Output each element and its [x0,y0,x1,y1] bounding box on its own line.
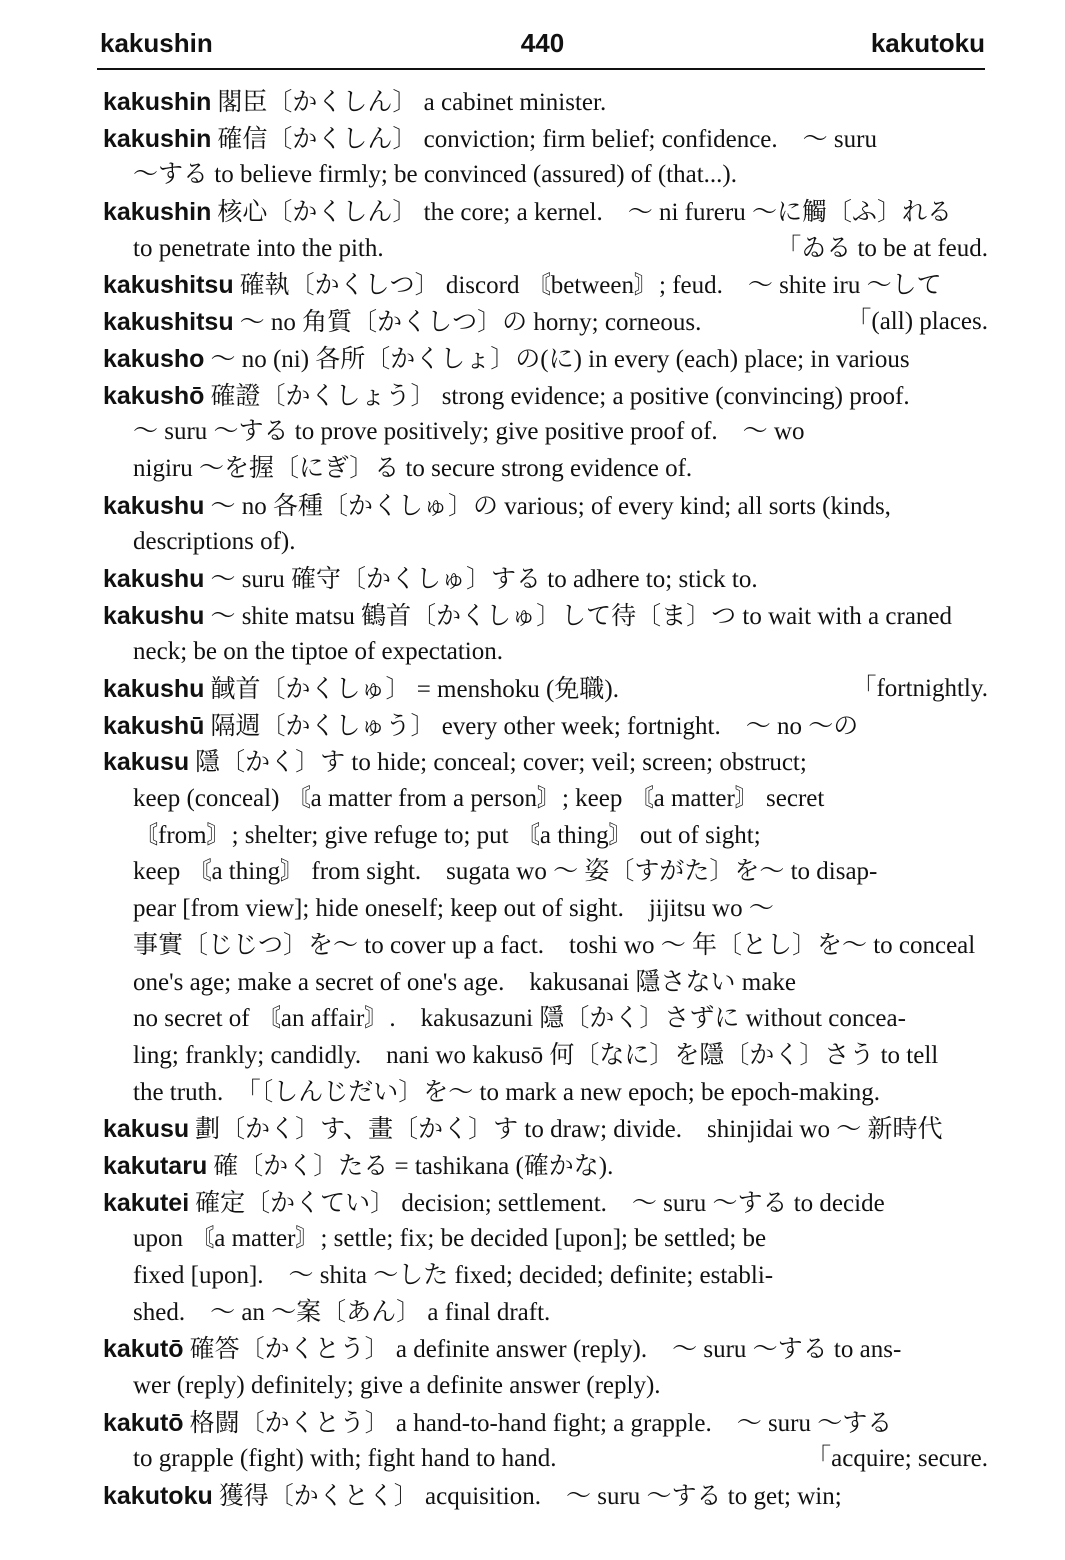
entry-continuation-line [103,891,988,928]
entry-text: ～ no 角質〔かくしつ〕の horny; corneous. [239,309,702,337]
entry-line [103,267,988,304]
page-header [100,24,985,64]
entry-line [103,561,988,598]
entry-line [103,1405,988,1442]
entry-continuation-line [103,414,988,451]
entry-line [103,194,988,231]
entry-text: 閣臣〔かくしん〕 a cabinet minister. [217,89,607,116]
entry-text: descriptions of). [133,528,296,556]
headword: kakushitsu [103,271,234,300]
entry-text: ～する to believe firmly; be convinced (assured) of (that...). [133,161,737,189]
headword: kakushu [103,675,205,703]
headword: kakutō [103,1335,184,1364]
left-guide-word: kakushin [100,28,213,58]
entry-line [103,671,988,708]
entry-line [103,378,988,415]
entry-text: 劃〔かく〕す、畫〔かく〕す to draw; divide. shinjidai wo ～ 新時代 [195,1116,943,1144]
entry-text: 事實〔じじつ〕を～ to cover up a fact. toshi wo ～ 年〔とし〕を～ to conceal [133,931,976,959]
entry-continuation-line [103,854,988,891]
entry-continuation-line [103,1075,988,1112]
entry-text: one's age; make a secret of one's age. kakusanai 隱さない make [133,968,796,996]
entry-continuation-line [103,231,988,268]
right-guide-word: kakutoku [870,28,985,58]
headword: kakushin [103,198,212,227]
header-rule [97,68,985,70]
runover-text: 「(all) places. [846,308,988,336]
entry-continuation-line [103,1038,988,1075]
page-number: 440 [520,28,565,58]
entry-continuation-line [103,1258,988,1295]
entry-line [103,708,988,745]
entry-text: ～ suru ～する to prove positively; give positive proof of. ～ wo [133,418,805,446]
entry-text: ling; frankly; candidly. nani wo kakusō 何〔なに〕を隱〔かく〕さう to tell [133,1041,939,1069]
entry-text: 隔週〔かくしゅう〕 every other week; fortnight. ～ no ～の [210,712,859,740]
headword: kakushū [103,711,205,740]
entry-continuation-line [103,928,988,965]
headword: kakushu [103,601,205,630]
entry-continuation-line [103,1441,988,1478]
entry-line [103,744,988,781]
headword: kakusu [103,748,190,777]
entry-text: nigiru ～を握〔にぎ〕る to secure strong evidence of. [133,454,693,482]
entry-continuation-line [103,1221,988,1258]
entry-text: 確答〔かくとう〕 a definite answer (reply). ～ suru ～する to ans- [189,1336,902,1364]
headword: kakutei [103,1188,190,1217]
runover-text: 「acquire; secure. [806,1445,988,1473]
entry-line [103,488,988,525]
entry-text: 隱〔かく〕す to hide; conceal; cover; veil; screen; obstruct; [195,749,807,777]
entry-continuation-line [103,1001,988,1038]
entry-text: pear [from view]; hide oneself; keep out of sight. jijitsu wo ～ [133,895,774,923]
entry-text: shed. ～ an ～案〔あん〕 a final draft. [133,1298,551,1326]
entry-continuation-line [103,965,988,1002]
entry-text: wer (reply) definitely; give a definite answer (reply). [133,1372,661,1400]
entry-text: upon 〘a matter〙; settle; fix; be decided [upon]; be settled; be [133,1225,767,1253]
entry-line [103,341,988,378]
headword: kakushō [103,381,205,410]
entry-text: fixed [upon]. ～ shita ～した fixed; decided; definite; establi- [133,1262,774,1289]
headword: kakushin [103,124,212,153]
entry-continuation-line [103,451,988,488]
entry-text: 確定〔かくてい〕 decision; settlement. ～ suru ～する to decide [195,1189,885,1217]
entry-text: to grapple (fight) with; fight hand to hand. [133,1445,557,1473]
headword: kakutō [103,1408,184,1437]
entry-line [103,84,988,121]
entry-text: 獲得〔かくとく〕 acquisition. ～ suru ～する to get; win; [218,1483,842,1511]
headword: kakushitsu [103,308,234,337]
entry-text: ～ shite matsu 鶴首〔かくしゅ〕して待〔ま〕つ to wait with a craned [210,602,953,630]
headword: kakushin [103,88,212,116]
headword: kakutaru [103,1151,208,1180]
entry-continuation-line [103,524,988,561]
headword: kakusho [103,344,205,373]
entry-text: 格闘〔かくとう〕 a hand-to-hand fight; a grapple. ～ suru ～する [189,1409,893,1437]
entry-continuation-line [103,634,988,671]
headword: kakusu [103,1115,190,1144]
entry-text: the truth. 「〔しんじだい〕を～ to mark a new epoch; be epoch-making. [133,1078,881,1106]
entry-text: neck; be on the tiptoe of expectation. [133,638,504,666]
headword: kakutoku [103,1482,213,1511]
entry-text: 確信〔かくしん〕 conviction; firm belief; confidence. ～ suru [217,125,877,153]
runover-text: 「fortnightly. [851,675,988,702]
entry-list [103,84,988,1515]
entry-text: ～ no (ni) 各所〔かくしょ〕の(に) in every (each) place; in various [210,345,910,373]
entry-line [103,1148,988,1185]
entry-text: keep 〘a thing〙 from sight. sugata wo ～ 姿〔すがた〕を～ to disap- [133,858,878,886]
entry-continuation-line [103,1295,988,1332]
headword: kakushu [103,564,205,593]
entry-text: ～ suru 確守〔かくしゅ〕する to adhere to; stick to. [210,565,758,593]
entry-text: no secret of 〘an affair〙. kakusazuni 隱〔かく〕さずに without concea- [133,1005,906,1033]
entry-text: 核心〔かくしん〕 the core; a kernel. ～ ni fureru ～に觸〔ふ〕れる [217,199,952,227]
entry-text: 確證〔かくしょう〕 strong evidence; a positive (convincing) proof. [210,382,910,410]
entry-line [103,1478,988,1515]
entry-line [103,598,988,635]
entry-text: 馘首〔かくしゅ〕 = menshoku (免職). [210,676,619,703]
entry-continuation-line [103,781,988,818]
entry-continuation-line [103,1368,988,1405]
entry-line [103,1185,988,1222]
entry-line [103,1111,988,1148]
runover-text: 「ゐる to be at feud. [776,234,988,262]
entry-line [103,121,988,158]
entry-text: ～ no 各種〔かくしゅ〕の various; of every kind; all sorts (kinds, [210,492,891,520]
entry-line [103,1331,988,1368]
entry-text: to penetrate into the pith. [133,234,384,262]
entry-continuation-line [103,157,988,194]
entry-line [103,304,988,341]
entry-text: 確〔かく〕たる = tashikana (確かな). [213,1152,614,1180]
entry-text: 〘from〙; shelter; give refuge to; put 〘a thing〙 out of sight; [133,821,761,849]
entry-text: keep (conceal) 〘a matter from a person〙; keep 〘a matter〙 secret [133,785,825,813]
entry-text: 確執〔かくしつ〕 discord 〘between〙; feud. ～ shite iru ～して [239,272,942,300]
headword: kakushu [103,491,205,520]
entry-continuation-line [103,818,988,855]
